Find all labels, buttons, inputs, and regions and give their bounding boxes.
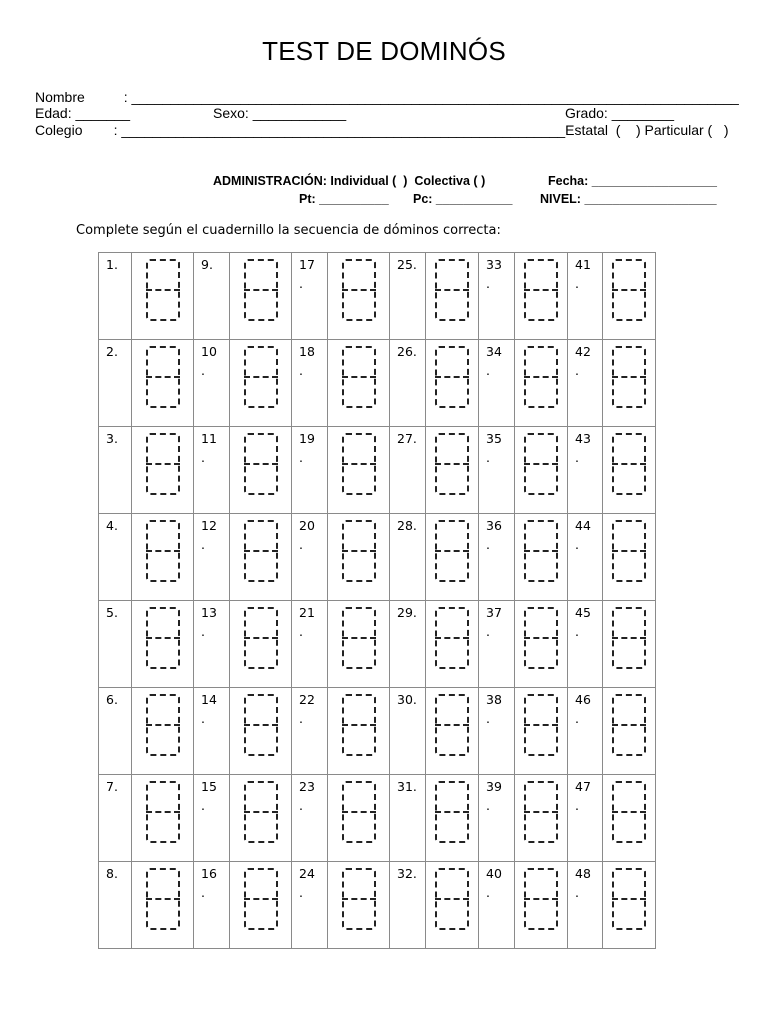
administracion-field[interactable]: ADMINISTRACIÓN: Individual ( ) Colectiva ( ) <box>213 174 486 188</box>
domino-divider <box>435 376 469 378</box>
item-number-cell <box>568 775 603 862</box>
item-number: 36 . <box>486 518 502 552</box>
domino-answer-cell[interactable] <box>603 427 656 514</box>
blank-domino-icon[interactable] <box>435 607 469 669</box>
item-number: 44 . <box>575 518 591 552</box>
domino-divider <box>612 289 646 291</box>
domino-answer-cell[interactable] <box>603 253 656 340</box>
domino-divider <box>435 637 469 639</box>
item-number-cell <box>292 601 328 688</box>
item-number-cell <box>479 253 515 340</box>
domino-divider <box>524 550 558 552</box>
blank-domino-icon[interactable] <box>146 607 180 669</box>
item-number-cell <box>194 862 230 949</box>
item-number-cell <box>292 688 328 775</box>
item-number-cell <box>568 601 603 688</box>
domino-answer-cell[interactable] <box>132 514 194 601</box>
item-number: 33 . <box>486 257 502 291</box>
item-number-cell <box>390 514 426 601</box>
domino-answer-cell[interactable] <box>230 427 292 514</box>
blank-domino-icon[interactable] <box>244 259 278 321</box>
domino-answer-cell[interactable] <box>230 775 292 862</box>
domino-divider <box>342 898 376 900</box>
blank-domino-icon[interactable] <box>612 433 646 495</box>
item-number: 39 . <box>486 779 502 813</box>
domino-divider <box>244 463 278 465</box>
domino-divider <box>612 637 646 639</box>
blank-domino-icon[interactable] <box>524 607 558 669</box>
domino-divider <box>146 637 180 639</box>
domino-answer-cell[interactable] <box>515 601 568 688</box>
domino-divider <box>342 811 376 813</box>
item-number-cell <box>568 862 603 949</box>
item-number-cell <box>479 688 515 775</box>
domino-divider <box>342 463 376 465</box>
domino-divider <box>342 637 376 639</box>
blank-domino-icon[interactable] <box>435 259 469 321</box>
domino-answer-grid <box>98 252 656 949</box>
item-number-cell <box>292 340 328 427</box>
item-number-cell <box>194 253 230 340</box>
item-number: 25. <box>397 257 417 272</box>
domino-answer-cell[interactable] <box>132 862 194 949</box>
blank-domino-icon[interactable] <box>244 868 278 930</box>
blank-domino-icon[interactable] <box>146 259 180 321</box>
item-number-cell <box>568 427 603 514</box>
item-number: 31. <box>397 779 417 794</box>
domino-divider <box>244 724 278 726</box>
domino-answer-cell[interactable] <box>230 862 292 949</box>
domino-divider <box>146 289 180 291</box>
nombre-field[interactable]: Nombre : ______________________________________________________________________________ <box>35 89 739 105</box>
domino-divider <box>524 811 558 813</box>
item-number: 3. <box>106 431 118 446</box>
item-number: 8. <box>106 866 118 881</box>
blank-domino-icon[interactable] <box>146 346 180 408</box>
blank-domino-icon[interactable] <box>342 346 376 408</box>
blank-domino-icon[interactable] <box>342 868 376 930</box>
item-number-cell <box>568 514 603 601</box>
item-number: 48 . <box>575 866 591 900</box>
domino-answer-cell[interactable] <box>426 601 479 688</box>
grid-row <box>99 862 656 949</box>
domino-divider <box>435 289 469 291</box>
item-number-cell <box>99 862 132 949</box>
blank-domino-icon[interactable] <box>244 607 278 669</box>
item-number-cell <box>99 601 132 688</box>
domino-answer-cell[interactable] <box>132 340 194 427</box>
blank-domino-icon[interactable] <box>612 259 646 321</box>
item-number-cell <box>390 253 426 340</box>
item-number: 45 . <box>575 605 591 639</box>
blank-domino-icon[interactable] <box>524 868 558 930</box>
item-number: 38 . <box>486 692 502 726</box>
domino-answer-cell[interactable] <box>515 688 568 775</box>
domino-divider <box>146 898 180 900</box>
item-number-cell <box>390 601 426 688</box>
item-number-cell <box>568 688 603 775</box>
item-number: 10 . <box>201 344 217 378</box>
domino-answer-cell[interactable] <box>132 253 194 340</box>
item-number: 27. <box>397 431 417 446</box>
item-number-cell <box>99 427 132 514</box>
domino-answer-cell[interactable] <box>230 601 292 688</box>
item-number: 32. <box>397 866 417 881</box>
domino-divider <box>146 550 180 552</box>
domino-divider <box>612 376 646 378</box>
blank-domino-icon[interactable] <box>244 433 278 495</box>
item-number-cell <box>479 862 515 949</box>
domino-divider <box>146 724 180 726</box>
sexo-field[interactable]: Sexo: ____________ <box>213 105 347 121</box>
item-number-cell <box>99 514 132 601</box>
blank-domino-icon[interactable] <box>435 868 469 930</box>
blank-domino-icon[interactable] <box>342 781 376 843</box>
item-number: 5. <box>106 605 118 620</box>
domino-answer-cell[interactable] <box>426 775 479 862</box>
nivel-field[interactable]: NIVEL: ___________________ <box>540 192 717 206</box>
item-number-cell <box>194 340 230 427</box>
item-number: 11 . <box>201 431 217 465</box>
item-number: 22 . <box>299 692 315 726</box>
blank-domino-icon[interactable] <box>342 259 376 321</box>
blank-domino-icon[interactable] <box>612 520 646 582</box>
pc-field[interactable]: Pc: ___________ <box>413 192 513 206</box>
domino-divider <box>524 637 558 639</box>
item-number: 16 . <box>201 866 217 900</box>
item-number: 1. <box>106 257 118 272</box>
item-number: 6. <box>106 692 118 707</box>
domino-answer-cell[interactable] <box>132 601 194 688</box>
item-number-cell <box>479 514 515 601</box>
item-number-cell <box>390 688 426 775</box>
item-number-cell <box>99 688 132 775</box>
grid-row <box>99 253 656 340</box>
blank-domino-icon[interactable] <box>435 433 469 495</box>
pt-field[interactable]: Pt: __________ <box>299 192 389 206</box>
item-number: 30. <box>397 692 417 707</box>
blank-domino-icon[interactable] <box>244 694 278 756</box>
domino-divider <box>435 550 469 552</box>
blank-domino-icon[interactable] <box>342 694 376 756</box>
domino-answer-cell[interactable] <box>426 862 479 949</box>
domino-divider <box>342 724 376 726</box>
domino-answer-cell[interactable] <box>515 775 568 862</box>
item-number-cell <box>292 514 328 601</box>
domino-divider <box>612 811 646 813</box>
domino-answer-cell[interactable] <box>230 340 292 427</box>
domino-divider <box>342 376 376 378</box>
instruction-text: Complete según el cuadernillo la secuencia de dóminos correcta: <box>76 223 501 238</box>
item-number: 2. <box>106 344 118 359</box>
domino-divider <box>435 898 469 900</box>
item-number-cell <box>194 601 230 688</box>
item-number-cell <box>194 688 230 775</box>
domino-answer-cell[interactable] <box>515 427 568 514</box>
item-number-cell <box>194 427 230 514</box>
domino-divider <box>244 898 278 900</box>
item-number-cell <box>99 253 132 340</box>
fecha-field[interactable]: Fecha: __________________ <box>548 174 717 188</box>
domino-answer-cell[interactable] <box>515 514 568 601</box>
domino-divider <box>524 724 558 726</box>
domino-divider <box>524 289 558 291</box>
domino-divider <box>524 898 558 900</box>
item-number: 42 . <box>575 344 591 378</box>
blank-domino-icon[interactable] <box>146 781 180 843</box>
item-number: 18 . <box>299 344 315 378</box>
item-number-cell <box>292 253 328 340</box>
blank-domino-icon[interactable] <box>612 868 646 930</box>
blank-domino-icon[interactable] <box>342 520 376 582</box>
domino-divider <box>612 898 646 900</box>
domino-divider <box>612 724 646 726</box>
item-number-cell <box>292 775 328 862</box>
domino-divider <box>612 550 646 552</box>
blank-domino-icon[interactable] <box>435 346 469 408</box>
domino-divider <box>146 376 180 378</box>
item-number-cell <box>568 340 603 427</box>
item-number: 21 . <box>299 605 315 639</box>
item-number: 29. <box>397 605 417 620</box>
blank-domino-icon[interactable] <box>524 259 558 321</box>
item-number-cell <box>390 427 426 514</box>
item-number-cell <box>568 253 603 340</box>
grid-row <box>99 601 656 688</box>
blank-domino-icon[interactable] <box>524 781 558 843</box>
blank-domino-icon[interactable] <box>524 694 558 756</box>
edad-field[interactable]: Edad: _______ <box>35 105 130 121</box>
domino-divider <box>342 550 376 552</box>
blank-domino-icon[interactable] <box>612 694 646 756</box>
item-number: 35 . <box>486 431 502 465</box>
item-number: 40 . <box>486 866 502 900</box>
domino-answer-cell[interactable] <box>603 688 656 775</box>
domino-divider <box>244 550 278 552</box>
blank-domino-icon[interactable] <box>146 868 180 930</box>
item-number-cell <box>390 340 426 427</box>
domino-answer-cell[interactable] <box>426 253 479 340</box>
blank-domino-icon[interactable] <box>435 694 469 756</box>
item-number: 47 . <box>575 779 591 813</box>
item-number: 20 . <box>299 518 315 552</box>
item-number: 4. <box>106 518 118 533</box>
item-number-cell <box>479 340 515 427</box>
domino-answer-cell[interactable] <box>230 514 292 601</box>
domino-divider <box>146 463 180 465</box>
item-number-cell <box>292 862 328 949</box>
item-number: 34 . <box>486 344 502 378</box>
domino-answer-cell[interactable] <box>515 862 568 949</box>
item-number: 41 . <box>575 257 591 291</box>
grid-row <box>99 688 656 775</box>
item-number-cell <box>390 775 426 862</box>
blank-domino-icon[interactable] <box>524 433 558 495</box>
page-title: TEST DE DOMINÓS <box>262 36 506 66</box>
domino-answer-cell[interactable] <box>426 688 479 775</box>
item-number: 17 . <box>299 257 315 291</box>
domino-answer-cell[interactable] <box>603 340 656 427</box>
domino-answer-cell[interactable] <box>603 601 656 688</box>
domino-divider <box>244 376 278 378</box>
blank-domino-icon[interactable] <box>244 346 278 408</box>
domino-answer-cell[interactable] <box>603 514 656 601</box>
domino-answer-cell[interactable] <box>603 775 656 862</box>
item-number-cell <box>479 775 515 862</box>
blank-domino-icon[interactable] <box>244 520 278 582</box>
domino-divider <box>435 724 469 726</box>
domino-answer-cell[interactable] <box>515 340 568 427</box>
item-number-cell <box>194 514 230 601</box>
blank-domino-icon[interactable] <box>612 607 646 669</box>
blank-domino-icon[interactable] <box>244 781 278 843</box>
domino-answer-cell[interactable] <box>328 688 390 775</box>
domino-answer-cell[interactable] <box>515 253 568 340</box>
domino-answer-cell[interactable] <box>603 862 656 949</box>
item-number-cell <box>479 427 515 514</box>
grid-row <box>99 340 656 427</box>
domino-divider <box>524 376 558 378</box>
grid-row <box>99 775 656 862</box>
domino-answer-cell[interactable] <box>328 340 390 427</box>
item-number: 26. <box>397 344 417 359</box>
item-number: 46 . <box>575 692 591 726</box>
grado-field[interactable]: Grado: ________ <box>565 105 674 121</box>
domino-answer-cell[interactable] <box>426 340 479 427</box>
item-number-cell <box>390 862 426 949</box>
item-number: 14 . <box>201 692 217 726</box>
domino-answer-cell[interactable] <box>132 427 194 514</box>
item-number: 9. <box>201 257 213 272</box>
domino-divider <box>244 637 278 639</box>
item-number-cell <box>99 340 132 427</box>
grid-row <box>99 427 656 514</box>
domino-divider <box>244 811 278 813</box>
blank-domino-icon[interactable] <box>435 520 469 582</box>
colegio-field[interactable]: Colegio : _________________________________________________________Estatal ( ) Particular ( ) <box>35 122 729 138</box>
blank-domino-icon[interactable] <box>342 433 376 495</box>
domino-answer-cell[interactable] <box>132 688 194 775</box>
domino-answer-cell[interactable] <box>328 253 390 340</box>
blank-domino-icon[interactable] <box>146 520 180 582</box>
item-number: 13 . <box>201 605 217 639</box>
domino-answer-cell[interactable] <box>426 514 479 601</box>
item-number: 37 . <box>486 605 502 639</box>
item-number-cell <box>99 775 132 862</box>
domino-divider <box>524 463 558 465</box>
domino-answer-cell[interactable] <box>328 862 390 949</box>
blank-domino-icon[interactable] <box>612 346 646 408</box>
item-number: 12 . <box>201 518 217 552</box>
blank-domino-icon[interactable] <box>146 694 180 756</box>
item-number-cell <box>194 775 230 862</box>
blank-domino-icon[interactable] <box>524 346 558 408</box>
blank-domino-icon[interactable] <box>342 607 376 669</box>
domino-answer-cell[interactable] <box>230 253 292 340</box>
domino-divider <box>435 463 469 465</box>
domino-divider <box>146 811 180 813</box>
domino-answer-cell[interactable] <box>328 601 390 688</box>
blank-domino-icon[interactable] <box>524 520 558 582</box>
item-number-cell <box>292 427 328 514</box>
item-number: 15 . <box>201 779 217 813</box>
item-number: 19 . <box>299 431 315 465</box>
domino-answer-cell[interactable] <box>132 775 194 862</box>
item-number: 28. <box>397 518 417 533</box>
domino-divider <box>342 289 376 291</box>
domino-divider <box>435 811 469 813</box>
blank-domino-icon[interactable] <box>612 781 646 843</box>
blank-domino-icon[interactable] <box>435 781 469 843</box>
domino-answer-cell[interactable] <box>328 427 390 514</box>
item-number-cell <box>479 601 515 688</box>
domino-divider <box>612 463 646 465</box>
item-number: 24 . <box>299 866 315 900</box>
item-number: 7. <box>106 779 118 794</box>
domino-answer-cell[interactable] <box>328 775 390 862</box>
blank-domino-icon[interactable] <box>146 433 180 495</box>
domino-answer-cell[interactable] <box>230 688 292 775</box>
domino-answer-cell[interactable] <box>426 427 479 514</box>
domino-answer-cell[interactable] <box>328 514 390 601</box>
item-number: 43 . <box>575 431 591 465</box>
grid-row <box>99 514 656 601</box>
item-number: 23 . <box>299 779 315 813</box>
domino-divider <box>244 289 278 291</box>
